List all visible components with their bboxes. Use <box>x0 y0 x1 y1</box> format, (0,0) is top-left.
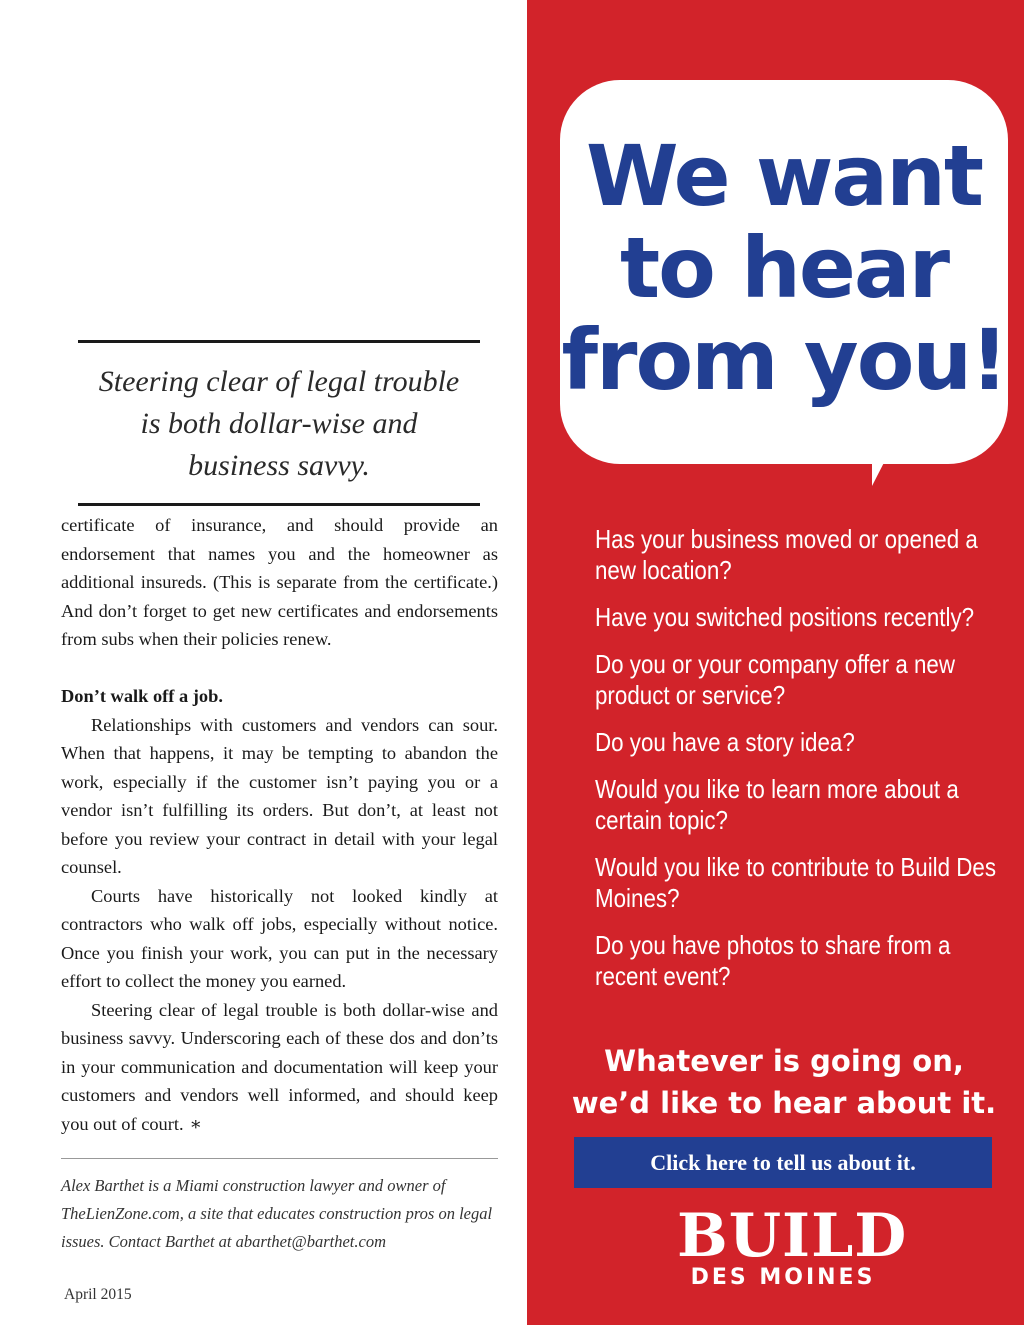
question-item: Do you have photos to share from a recent event? <box>595 930 951 991</box>
headline-line: to hear <box>620 219 948 317</box>
tagline-line: Whatever is going on, <box>604 1044 964 1078</box>
advertisement-panel <box>527 0 1024 1325</box>
ad-headline <box>560 127 1008 409</box>
speech-bubble-tail <box>872 400 916 486</box>
pull-quote-text <box>78 343 480 503</box>
headline-line: from you! <box>561 311 1007 409</box>
article-paragraph-final <box>61 996 498 1139</box>
bio-divider <box>61 1158 498 1159</box>
pull-quote-line: business savvy. <box>188 449 370 482</box>
headline-line: We want <box>585 127 983 225</box>
question-item: Do you have a story idea? <box>595 727 855 757</box>
article-paragraph-text: Steering clear of legal trouble is both dollar-wise and business savvy. Underscoring each of these dos and don’ts in your communication and documentation will keep your customers and vendors well informed, and should keep you out of court. <box>61 999 498 1134</box>
pull-quote-bottom-rule <box>78 503 480 506</box>
question-list <box>595 524 995 1008</box>
section-heading: Don’t walk off a job. <box>61 686 223 706</box>
logo-wordmark: BUILD <box>677 1201 908 1271</box>
article-paragraph: Relationships with customers and vendors can sour. When that happens, it may be tempting to abandon the work, especially if the customer isn’t paying you or a vendor isn’t fulfilling its orders. But don’t, at least not before you review your contract in detail with your legal counsel. <box>61 714 498 877</box>
question-item: Have you switched positions recently? <box>595 602 975 632</box>
pull-quote-line: Steering clear of legal trouble <box>98 365 460 398</box>
end-mark-icon: ∗ <box>189 1113 203 1134</box>
issue-date: April 2015 <box>64 1286 132 1303</box>
question-item: Would you like to learn more about a certain topic? <box>595 774 959 835</box>
logo-subtitle: DES MOINES <box>690 1265 876 1290</box>
question-item: Has your business moved or opened a new location? <box>595 524 978 585</box>
build-des-moines-logo <box>677 1201 908 1290</box>
pull-quote <box>78 340 480 506</box>
article-paragraph: certificate of insurance, and should provide an endorsement that names you and the homeowner as additional insureds. (This is separate from the certificate.) And don’t forget to get new certificates and endorsements from subs when their policies renew. <box>61 515 498 649</box>
question-item: Would you like to contribute to Build Des Moines? <box>595 852 997 913</box>
tagline-line: we’d like to hear about it. <box>571 1086 997 1120</box>
tell-us-button[interactable]: Click here to tell us about it. <box>574 1137 992 1188</box>
pull-quote-line: is both dollar-wise and <box>140 407 418 440</box>
question-item: Do you or your company offer a new product or service? <box>595 649 956 710</box>
article-body <box>61 511 498 1138</box>
author-bio: Alex Barthet is a Miami construction lawyer and owner of TheLienZone.com, a site that educates construction pros on legal issues. Contact Barthet at abarthet@barthet.com <box>61 1176 493 1251</box>
ad-tagline <box>560 1040 1008 1124</box>
article-paragraph: Courts have historically not looked kindly at contractors who walk off jobs, especially without notice. Once you finish your work, you can put in the necessary effort to collect the money you earned. <box>61 885 498 991</box>
